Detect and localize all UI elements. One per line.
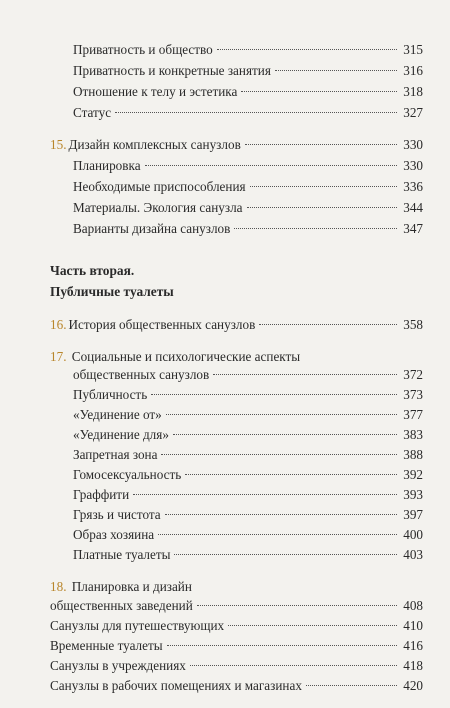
entry-page: 318 xyxy=(403,84,423,99)
entry-title: Временные туалеты xyxy=(50,638,163,653)
entry-title: Грязь и чистота xyxy=(73,507,161,522)
toc-entry xyxy=(73,486,423,504)
toc-chapter xyxy=(50,316,423,334)
dot-leader xyxy=(173,434,397,435)
toc-entry xyxy=(73,446,423,464)
entry-page: 373 xyxy=(403,387,423,402)
dot-leader xyxy=(259,324,397,325)
toc-entry xyxy=(73,526,423,544)
toc-entry xyxy=(73,83,423,101)
dot-leader xyxy=(145,165,397,166)
entry-page: 392 xyxy=(403,467,423,482)
chapter-number: 17. xyxy=(50,349,67,364)
toc-entry xyxy=(50,677,423,695)
toc-entry xyxy=(73,546,423,564)
chapter-title: Дизайн комплексных санузлов xyxy=(68,137,241,152)
toc-entry xyxy=(73,506,423,524)
entry-title: Варианты дизайна санузлов xyxy=(73,221,231,236)
dot-leader xyxy=(165,514,397,515)
entry-page: 330 xyxy=(403,158,423,173)
chapter-number: 16. xyxy=(50,317,67,332)
entry-page: 388 xyxy=(403,447,423,462)
chapter-page: 372 xyxy=(403,367,423,382)
toc-entry xyxy=(73,178,423,196)
entry-page: 420 xyxy=(403,678,423,693)
entry-title: Отношение к телу и эстетика xyxy=(73,84,238,99)
entry-title: Публичность xyxy=(73,387,148,402)
toc-entry xyxy=(50,657,423,675)
entry-title: Санузлы для путешествующих xyxy=(50,618,225,633)
entry-title: Санузлы в учреждениях xyxy=(50,658,186,673)
toc-entry xyxy=(73,41,423,59)
entry-title: Образ хозяина xyxy=(73,527,155,542)
dot-leader xyxy=(151,394,397,395)
dot-leader xyxy=(133,494,397,495)
entry-page: 327 xyxy=(403,105,423,120)
dot-leader xyxy=(167,645,397,646)
entry-title: Приватность и конкретные занятия xyxy=(73,63,271,78)
entry-title: Платные туалеты xyxy=(73,547,171,562)
toc-entry xyxy=(50,617,423,635)
dot-leader xyxy=(161,454,397,455)
entry-page: 410 xyxy=(403,618,423,633)
dot-leader xyxy=(247,207,397,208)
chapter-title-cont: общественных заведений xyxy=(50,598,193,613)
entry-page: 418 xyxy=(403,658,423,673)
entry-title: Граффити xyxy=(73,487,130,502)
toc-entry xyxy=(73,104,423,122)
entry-page: 393 xyxy=(403,487,423,502)
entry-page: 347 xyxy=(403,221,423,236)
entry-page: 316 xyxy=(403,63,423,78)
chapter-page: 330 xyxy=(403,137,423,152)
entry-page: 377 xyxy=(403,407,423,422)
entry-page: 315 xyxy=(403,42,423,57)
dot-leader xyxy=(306,685,397,686)
entry-title: «Уединение от» xyxy=(73,407,162,422)
toc-entry xyxy=(73,466,423,484)
dot-leader xyxy=(275,70,397,71)
toc-chapter-line2 xyxy=(50,597,423,615)
chapter-title: Планировка и дизайн xyxy=(71,579,192,594)
chapter-title: Социальные и психологические аспекты xyxy=(71,349,301,364)
toc-chapter-line2 xyxy=(73,366,423,384)
entry-title: Гомосексуальность xyxy=(73,467,182,482)
entry-page: 403 xyxy=(403,547,423,562)
dot-leader xyxy=(158,534,397,535)
toc-entry xyxy=(73,386,423,404)
dot-leader xyxy=(217,49,397,50)
dot-leader xyxy=(213,374,397,375)
dot-leader xyxy=(166,414,397,415)
dot-leader xyxy=(185,474,397,475)
chapter-title-cont: общественных санузлов xyxy=(73,367,210,382)
entry-title: Необходимые приспособления xyxy=(73,179,246,194)
toc-entry xyxy=(73,426,423,444)
entry-page: 416 xyxy=(403,638,423,653)
toc-chapter xyxy=(50,136,423,154)
dot-leader xyxy=(197,605,397,606)
toc-entry xyxy=(73,199,423,217)
chapter-number: 18. xyxy=(50,579,67,594)
toc-entry xyxy=(50,637,423,655)
entry-title: «Уединение для» xyxy=(73,427,169,442)
entry-page: 383 xyxy=(403,427,423,442)
toc-entry xyxy=(73,220,423,238)
toc-entry xyxy=(73,62,423,80)
toc-entry xyxy=(73,157,423,175)
part-heading: Часть вторая. xyxy=(50,263,135,278)
toc-chapter-line1 xyxy=(50,578,192,596)
entry-title: Приватность и общество xyxy=(73,42,213,57)
dot-leader xyxy=(250,186,397,187)
entry-title: Материалы. Экология санузла xyxy=(73,200,243,215)
dot-leader xyxy=(190,665,397,666)
chapter-page: 408 xyxy=(403,598,423,613)
dot-leader xyxy=(228,625,397,626)
chapter-number: 15. xyxy=(50,137,67,152)
dot-leader xyxy=(174,554,397,555)
entry-page: 397 xyxy=(403,507,423,522)
entry-title: Санузлы в рабочих помещениях и магазинах xyxy=(50,678,302,693)
toc-entry xyxy=(73,406,423,424)
entry-page: 336 xyxy=(403,179,423,194)
entry-title: Планировка xyxy=(73,158,141,173)
dot-leader xyxy=(234,228,397,229)
chapter-title: История общественных санузлов xyxy=(68,317,256,332)
entry-page: 344 xyxy=(403,200,423,215)
dot-leader xyxy=(115,112,397,113)
entry-title: Статус xyxy=(73,105,112,120)
dot-leader xyxy=(241,91,397,92)
chapter-page: 358 xyxy=(403,317,423,332)
part-heading-subtitle: Публичные туалеты xyxy=(50,284,174,299)
dot-leader xyxy=(245,144,397,145)
entry-page: 400 xyxy=(403,527,423,542)
toc-chapter-line1 xyxy=(50,348,300,366)
entry-title: Запретная зона xyxy=(73,447,158,462)
